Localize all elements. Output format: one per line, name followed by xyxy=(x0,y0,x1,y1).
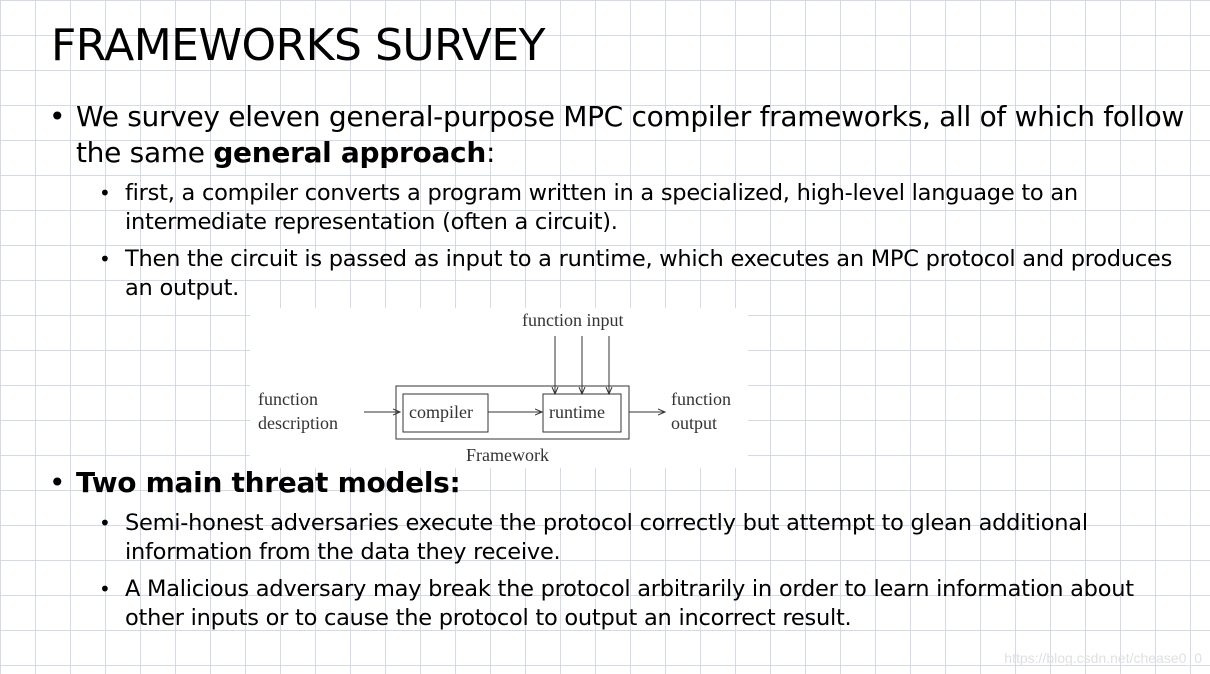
bullet-dot: • xyxy=(49,466,66,499)
bullet-threat-models xyxy=(49,465,1186,501)
sub-bullet-dot: • xyxy=(99,181,111,205)
slide-title: FRAMEWORKS SURVEY xyxy=(51,20,546,71)
bullet-colon: : xyxy=(485,136,496,169)
sub-bullet-semi-honest xyxy=(99,509,1185,567)
function-input-label: function input xyxy=(522,310,624,330)
sub-bullet-text: first, a compiler converts a program written in a specialized, high-level language to an intermediate representation (often a circuit). xyxy=(125,180,1078,235)
sub-bullet-dot: • xyxy=(99,247,111,271)
framework-diagram xyxy=(250,308,748,468)
function-output-label-2: output xyxy=(671,413,718,433)
bullet-general-approach xyxy=(49,99,1186,171)
function-description-label-2: description xyxy=(258,413,338,433)
function-output-label: function xyxy=(671,389,731,409)
sub-bullet-runtime xyxy=(99,245,1185,303)
sub-bullet-dot: • xyxy=(99,511,111,535)
sub-bullet-text: Then the circuit is passed as input to a runtime, which executes an MPC protocol and produces an output. xyxy=(125,246,1173,301)
bullet-text: We survey eleven general-purpose MPC compiler frameworks, all of which follow the same xyxy=(76,100,1185,169)
sub-bullet-malicious xyxy=(99,575,1185,633)
function-description-label: function xyxy=(258,389,318,409)
watermark: https://blog.csdn.net/chease0_0 xyxy=(1004,650,1202,666)
sub-bullet-dot: • xyxy=(99,577,111,601)
bullet-bold-text: general approach xyxy=(213,136,486,169)
bullet-bold-text: Two main threat models: xyxy=(76,466,461,499)
sub-bullet-text: A Malicious adversary may break the protocol arbitrarily in order to learn information about other inputs or to cause the protocol to output an incorrect result. xyxy=(125,576,1134,631)
compiler-label: compiler xyxy=(409,402,473,422)
sub-bullet-text: Semi-honest adversaries execute the protocol correctly but attempt to glean additional information from the data they receive. xyxy=(125,510,1088,565)
framework-caption: Framework xyxy=(466,445,549,465)
runtime-label: runtime xyxy=(549,402,605,422)
bullet-dot: • xyxy=(49,100,66,133)
sub-bullet-compiler xyxy=(99,179,1185,237)
